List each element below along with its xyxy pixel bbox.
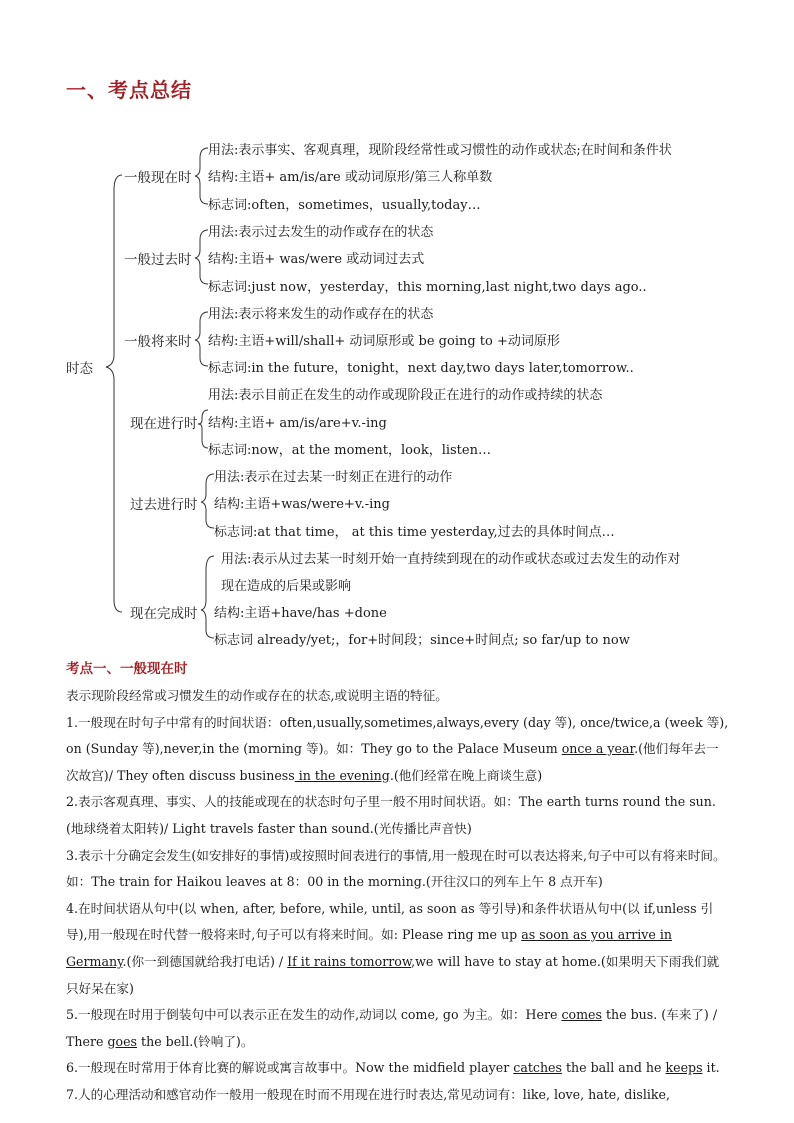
tense-usage: 用法:表示将来发生的动作或存在的状态 (208, 307, 434, 322)
tense-name: 现在完成时 (130, 606, 198, 622)
tense-structure: 结构:主语+was/were+v.-ing (214, 497, 391, 512)
underlined-phrase: If it rains tomorrow (287, 953, 412, 969)
underlined-phrase: catches (513, 1060, 562, 1076)
point-2: 2.表示客观真理、事实、人的技能或现在的状态时句子里一般不用时间状语。如：The earth turns round the sun.(地球绕着太阳转)/ Light travels faster than sound.(光传播比声音快) (66, 794, 716, 836)
text-segment: ,we will have to stay at home.(如果明天下雨我们就只好呆在家) (66, 953, 720, 996)
text-segment: 5.一般现在时用于倒装句中可以表示正在发生的动作,动词以 come, go 为主。如：Here (66, 1007, 562, 1023)
tense-markers: 标志词:just now，yesterday，this morning,last night,two days ago.. (208, 280, 647, 295)
tense-usage: 用法:表示从过去某一时刻开始一直持续到现在的动作或状态或过去发生的动作对 (221, 552, 681, 567)
text-segment: 6.一般现在时常用于体育比赛的解说或寓言故事中。Now the midfield player (66, 1060, 514, 1076)
tense-structure: 结构:主语+ am/is/are 或动词原形/第三人称单数 (208, 170, 493, 185)
point-7: 7.人的心理活动和感官动作一般用一般现在时而不用现在进行时表达,常见动词有：like, love, hate, dislike, (66, 1086, 670, 1102)
underlined-phrase: keeps (665, 1060, 703, 1076)
tense-name: 现在进行时 (130, 416, 198, 432)
tense-name: 一般将来时 (124, 334, 192, 350)
text-segment: .(他们经常在晚上商谈生意) (389, 767, 543, 783)
tense-markers: 标志词:now，at the moment，look，listen… (208, 443, 491, 458)
root-label-tense: 时态 (66, 361, 93, 377)
tense-markers: 标志词:at that time， at this time yesterday,过去的具体时间点… (214, 525, 615, 540)
text-segment: .(他们每年去一次故宫)/ They often discuss business (66, 741, 719, 783)
tense-usage: 用法:表示事实、客观真理，现阶段经常性或习惯性的动作或状态;在时间和条件状 (208, 143, 672, 158)
page-title: 一、考点总结 (66, 78, 192, 102)
underlined-phrase: in the evening (294, 767, 390, 783)
point-3: 3.表示十分确定会发生(如安排好的事情)或按照时间表进行的事情,用一般现在时可以表达将来,句子中可以有将来时间。如：The train for Haikou leaves at 8：00 in the morning.(开往汉口的列车上午 8 点开车) (66, 847, 726, 890)
point-4 (66, 896, 730, 1002)
underlined-phrase: as soon as you arrive in Germany (66, 927, 672, 969)
section-title: 考点一、一般现在时 (66, 661, 188, 677)
text-segment: it. (702, 1060, 720, 1076)
text-segment: the bell.(铃响了)。 (137, 1033, 254, 1049)
tense-structure: 结构:主语+ am/is/are+v.-ing (208, 416, 387, 431)
tense-structure: 结构:主语+have/has +done (214, 606, 387, 621)
underlined-phrase: goes (107, 1033, 138, 1049)
point-1 (66, 710, 730, 790)
tense-usage-continued: 现在造成的后果或影响 (221, 579, 352, 594)
text-segment: the bus. (车来了) / There (66, 1007, 718, 1049)
tense-structure: 结构:主语+will/shall+ 动词原形或 be going to +动词原形 (208, 334, 560, 349)
section-body (66, 683, 730, 1109)
section-intro: 表示现阶段经常或习惯发生的动作或存在的状态,或说明主语的特征。 (66, 688, 448, 703)
underlined-phrase: once a year (561, 741, 635, 757)
text-segment: 4.在时间状语从句中(以 when, after, before, while, until, as soon as 等引导)和条件状语从句中(以 if,unless 引导),用一般现在时代替一般将来时,句子可以有将来时间。如: Please ring me up (66, 900, 714, 943)
text-segment: 1.一般现在时句子中常有的时间状语：often,usually,sometimes,always,every (day 等), once/twice,a (week 等), on (Sunday 等),never,in the (morning 等)。如：They go to the Palace Museum (66, 714, 729, 757)
point-5 (66, 1002, 730, 1055)
tense-usage: 用法:表示目前正在发生的动作或现阶段正在进行的动作或持续的状态 (208, 388, 603, 403)
tense-usage: 用法:表示在过去某一时刻正在进行的动作 (214, 470, 453, 485)
tense-name: 过去进行时 (130, 497, 198, 513)
tense-markers: 标志词 already/yet;，for+时间段；since+时间点; so far/up to now (214, 633, 630, 648)
underlined-phrase: comes (561, 1007, 602, 1023)
point-6 (66, 1055, 730, 1082)
text-segment: the ball and he (561, 1060, 666, 1076)
text-segment: .(你一到德国就给我打电话) / (122, 953, 288, 969)
tense-structure: 结构:主语+ was/were 或动词过去式 (208, 252, 425, 267)
tense-usage: 用法:表示过去发生的动作或存在的状态 (208, 225, 434, 240)
tense-name: 一般过去时 (124, 252, 192, 268)
tense-name: 一般现在时 (124, 170, 192, 186)
tense-markers: 标志词:often，sometimes，usually,today… (208, 198, 481, 213)
tense-markers: 标志词:in the future，tonight，next day,two days later,tomorrow.. (208, 361, 634, 376)
